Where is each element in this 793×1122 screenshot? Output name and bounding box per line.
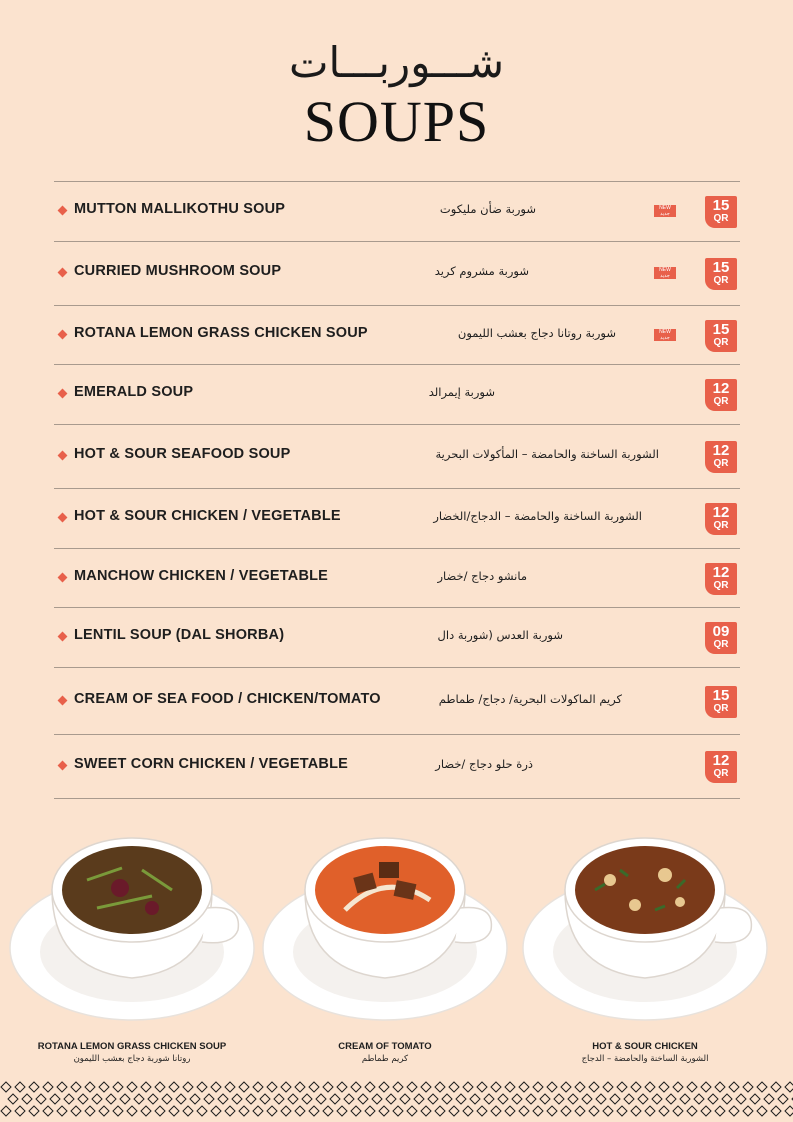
item-name-english: HOT & SOUR SEAFOOD SOUP (74, 446, 291, 462)
bullet-icon (58, 206, 68, 216)
bullet-icon (58, 268, 68, 278)
new-badge-ar: جديد (660, 335, 670, 341)
price-currency: QR (713, 458, 729, 469)
bullet-icon (58, 696, 68, 706)
price-value: 09 (712, 623, 730, 640)
soup-bowl-photo (255, 820, 515, 1030)
new-badge-ar: جديد (660, 273, 670, 279)
price-badge (705, 563, 737, 595)
price-currency: QR (713, 337, 729, 348)
price-badge (705, 751, 737, 783)
new-badge-en: NEW (659, 205, 671, 211)
bullet-icon (58, 330, 68, 340)
item-name-arabic: شوربة العدس (شوربة دال (437, 628, 563, 642)
price-badge (705, 503, 737, 535)
price-badge (705, 686, 737, 718)
price-value: 15 (712, 259, 730, 276)
menu-list (54, 181, 740, 799)
item-name-arabic: الشوربة الساخنة والحامضة – المأكولات البحرية (435, 447, 659, 461)
photo-caption-arabic: روتانا شوربة دجاج بعشب الليمون (73, 1054, 191, 1064)
photo-caption-arabic: الشوربة الساخنة والحامضة – الدجاج (581, 1054, 709, 1064)
price-currency: QR (713, 213, 729, 224)
menu-item-row (54, 182, 740, 242)
soup-bowl-photo (515, 820, 775, 1030)
price-value: 12 (712, 752, 730, 769)
title-arabic: شـــوربـــات (288, 38, 505, 87)
item-name-arabic: شوربة روتانا دجاج بعشب الليمون (457, 326, 616, 340)
menu-item-row (54, 735, 740, 799)
menu-item-row (54, 306, 740, 365)
price-badge (705, 196, 737, 228)
photo-caption (2, 1041, 262, 1064)
bullet-icon (58, 573, 68, 583)
bullet-icon (58, 761, 68, 771)
menu-item-row (54, 365, 740, 425)
menu-item-row (54, 425, 740, 489)
item-name-english: HOT & SOUR CHICKEN / VEGETABLE (74, 508, 341, 524)
price-value: 15 (712, 321, 730, 338)
photo-caption (255, 1041, 515, 1064)
item-name-arabic: الشوربة الساخنة والحامضة – الدجاج/الخضار (433, 509, 642, 523)
photo-caption (515, 1041, 775, 1064)
photo-caption-english: HOT & SOUR CHICKEN (592, 1041, 698, 1052)
price-currency: QR (713, 639, 729, 650)
price-currency: QR (713, 275, 729, 286)
price-badge (705, 379, 737, 411)
bullet-icon (58, 632, 68, 642)
price-currency: QR (713, 396, 729, 407)
price-badge (705, 320, 737, 352)
price-badge (705, 622, 737, 654)
menu-item-row (54, 608, 740, 668)
new-badge-en: NEW (659, 329, 671, 335)
menu-item-row (54, 549, 740, 608)
price-value: 15 (712, 197, 730, 214)
bullet-icon (58, 389, 68, 399)
price-value: 12 (712, 442, 730, 459)
price-value: 12 (712, 380, 730, 397)
item-name-english: CURRIED MUSHROOM SOUP (74, 263, 282, 279)
item-name-english: EMERALD SOUP (74, 384, 194, 400)
price-currency: QR (713, 520, 729, 531)
title-english: SOUPS (303, 89, 490, 154)
item-name-english: ROTANA LEMON GRASS CHICKEN SOUP (74, 325, 368, 341)
item-name-arabic: ذرة حلو دجاج /خضار (435, 757, 533, 771)
price-currency: QR (713, 703, 729, 714)
price-value: 15 (712, 687, 730, 704)
photo-caption-english: CREAM OF TOMATO (338, 1041, 432, 1052)
item-name-english: SWEET CORN CHICKEN / VEGETABLE (74, 756, 348, 772)
item-name-english: MUTTON MALLIKOTHU SOUP (74, 201, 286, 217)
price-badge (705, 258, 737, 290)
price-currency: QR (713, 580, 729, 591)
price-badge (705, 441, 737, 473)
new-badge (654, 329, 676, 341)
price-currency: QR (713, 768, 729, 779)
item-name-arabic: كريم الماكولات البحرية/ دجاج/ طماطم (438, 692, 622, 706)
bullet-icon (58, 451, 68, 461)
price-value: 12 (712, 504, 730, 521)
menu-item-row (54, 242, 740, 306)
price-value: 12 (712, 564, 730, 581)
new-badge-ar: جديد (660, 211, 670, 217)
new-badge-en: NEW (659, 267, 671, 273)
soup-bowl-photo (2, 820, 262, 1030)
new-badge (654, 267, 676, 279)
menu-item-row (54, 489, 740, 549)
bullet-icon (58, 513, 68, 523)
new-badge (654, 205, 676, 217)
item-name-english: CREAM OF SEA FOOD / CHICKEN/TOMATO (74, 691, 381, 707)
photo-caption-english: ROTANA LEMON GRASS CHICKEN SOUP (37, 1041, 227, 1052)
item-name-arabic: شوربة مشروم كريد (434, 264, 529, 278)
decorative-border-pattern (0, 1076, 793, 1122)
item-name-arabic: مانشو دجاج /خضار (437, 569, 527, 583)
item-name-arabic: شوربة إيمرالد (428, 385, 495, 399)
item-name-arabic: شوربة ضأن مليكوت (439, 202, 536, 216)
photo-caption-arabic: كريم طماطم (361, 1054, 409, 1064)
menu-item-row (54, 668, 740, 735)
item-name-english: LENTIL SOUP (DAL SHORBA) (74, 627, 285, 643)
item-name-english: MANCHOW CHICKEN / VEGETABLE (74, 568, 329, 584)
